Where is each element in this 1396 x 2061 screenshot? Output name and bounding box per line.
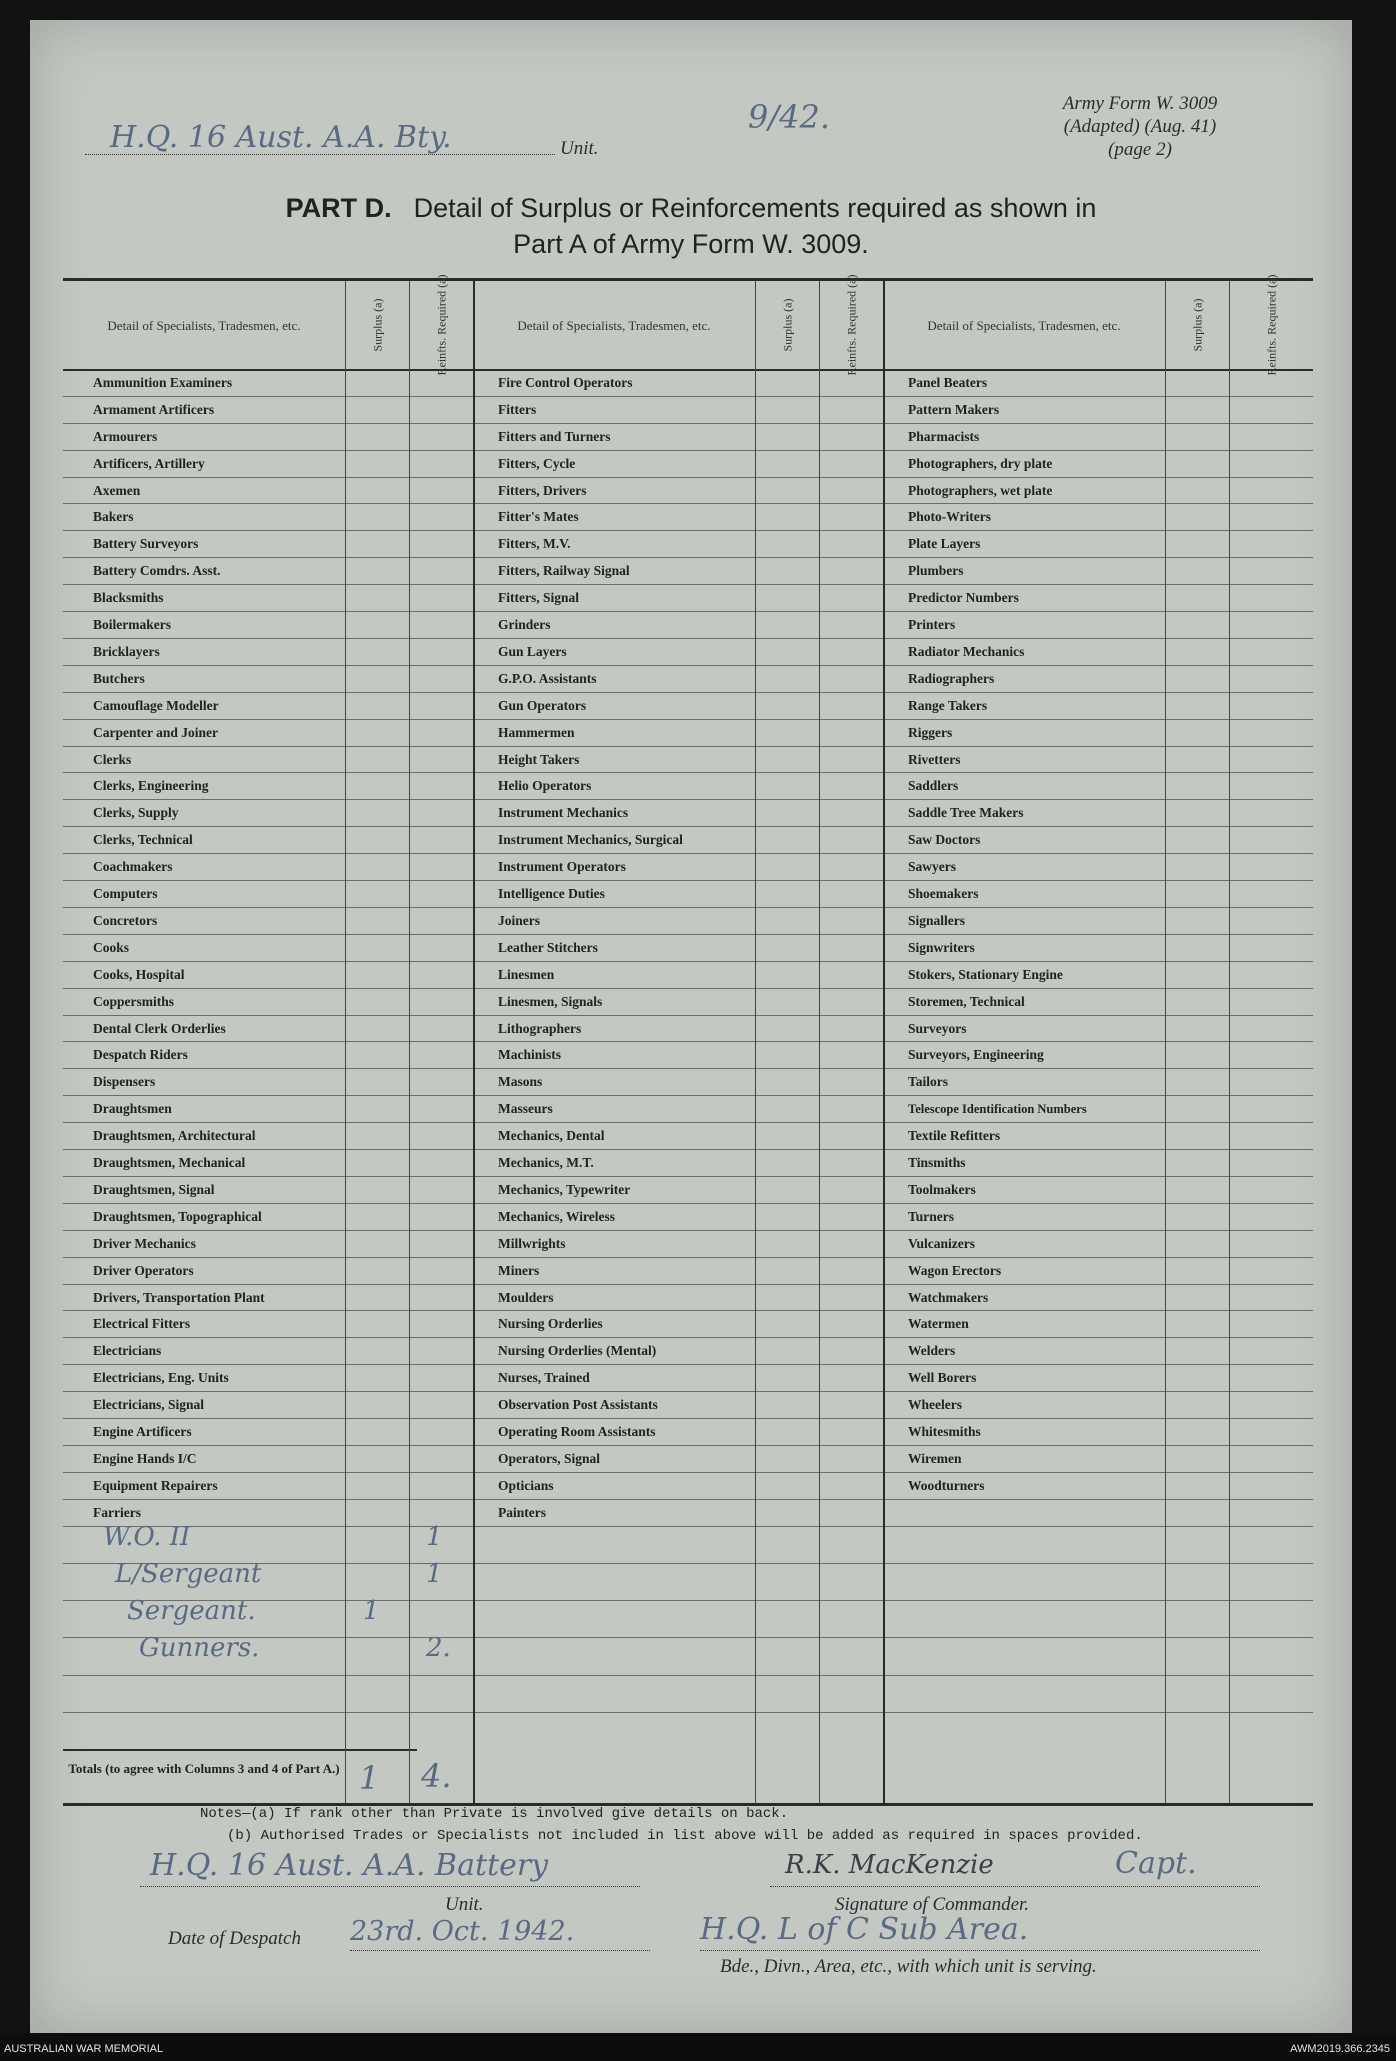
trade-label: Carpenter and Joiner	[93, 724, 218, 740]
table-row	[63, 1176, 1313, 1204]
trade-label: Fitters, M.V.	[498, 536, 571, 552]
trade-label: Photographers, dry plate	[908, 455, 1053, 471]
area-handwritten: H.Q. L of C Sub Area.	[700, 1912, 1029, 1947]
trade-label: Saw Doctors	[908, 832, 981, 848]
trade-label: Tinsmiths	[908, 1155, 966, 1171]
trade-label: Draughtsmen, Topographical	[93, 1208, 262, 1224]
trade-label: Dental Clerk Orderlies	[93, 1020, 226, 1036]
header-reinfts-text: Reinfts. Required (a)	[844, 274, 858, 376]
trade-label: Painters	[498, 1504, 546, 1520]
table-row	[63, 530, 1313, 558]
page-title: PART D. Detail of Surplus or Reinforcements required as shown in Part A of Army Form W. 3009.	[285, 193, 1097, 259]
trade-label: Storemen, Technical	[908, 993, 1025, 1009]
trade-label: Grinders	[498, 617, 551, 633]
trade-label: Linesmen	[498, 966, 555, 982]
trade-label: Nursing Orderlies	[498, 1316, 603, 1332]
trade-label: Fitters, Cycle	[498, 455, 576, 471]
header-detail-1: Detail of Specialists, Tradesmen, etc.	[107, 317, 301, 333]
despatch-handwritten: 23rd. Oct. 1942.	[350, 1916, 575, 1947]
table-row	[63, 746, 1313, 774]
trade-label: Instrument Operators	[498, 859, 626, 875]
trade-label: Fitters, Railway Signal	[498, 563, 630, 579]
trade-label: Instrument Mechanics	[498, 805, 629, 821]
trade-label: Coppersmiths	[93, 993, 175, 1009]
trade-label: Machinists	[498, 1047, 562, 1063]
trade-label: Tailors	[908, 1074, 949, 1090]
header-detail-2: Detail of Specialists, Tradesmen, etc.	[517, 317, 711, 333]
column-divider	[1165, 281, 1166, 1803]
trade-label: G.P.O. Assistants	[498, 670, 597, 686]
trade-label: Coachmakers	[93, 859, 173, 875]
table-row	[63, 450, 1313, 478]
trade-label: Electricians	[93, 1343, 162, 1359]
trade-label: Bricklayers	[93, 643, 160, 659]
blank-row	[63, 1675, 1313, 1713]
trade-label: Battery Surveyors	[93, 536, 199, 552]
area-label: Bde., Divn., Area, etc., with which unit is serving.	[720, 1956, 1097, 1977]
table-row	[63, 584, 1313, 612]
table-row	[63, 692, 1313, 720]
handwritten-reinfts: 1	[426, 1558, 443, 1589]
rank-handwritten: Capt.	[1115, 1846, 1197, 1881]
table-row	[63, 1364, 1313, 1392]
column-divider	[345, 281, 346, 1803]
trade-label: Watchmakers	[908, 1289, 989, 1305]
table-row	[63, 1122, 1313, 1150]
table-row	[63, 1445, 1313, 1473]
table-row	[63, 504, 1313, 532]
header-surplus-text: Surplus (a)	[370, 298, 384, 352]
trade-label: Electricians, Signal	[93, 1397, 204, 1413]
trade-label: Toolmakers	[908, 1181, 976, 1197]
table-row	[63, 1042, 1313, 1070]
trade-label: Gun Operators	[498, 697, 587, 713]
trade-label: Photo-Writers	[908, 509, 991, 525]
table-row	[63, 907, 1313, 935]
trade-label: Pharmacists	[908, 428, 980, 444]
trade-label: Moulders	[498, 1289, 554, 1305]
footer-unit-label: Unit.	[445, 1894, 484, 1915]
totals-surplus: 1	[359, 1759, 380, 1797]
table-row	[63, 1230, 1313, 1258]
table-row	[63, 1015, 1313, 1043]
column-divider	[883, 281, 885, 1803]
footer-unit-line	[140, 1886, 640, 1887]
trade-label: Photographers, wet plate	[908, 482, 1053, 498]
trade-label: Height Takers	[498, 751, 580, 767]
table-row	[63, 773, 1313, 801]
note-a: Notes—(a) If rank other than Private is involved give details on back.	[200, 1806, 789, 1822]
table-row	[63, 1311, 1313, 1339]
trade-label: Operating Room Assistants	[498, 1424, 656, 1440]
trade-label: Bakers	[93, 509, 134, 525]
column-divider	[819, 281, 820, 1803]
trade-label: Lithographers	[498, 1020, 582, 1036]
table-row	[63, 1337, 1313, 1365]
trade-label: Range Takers	[908, 697, 988, 713]
table-row	[63, 1284, 1313, 1312]
table-row	[63, 1391, 1313, 1419]
despatch-line	[350, 1950, 650, 1951]
trade-label: Wagon Erectors	[908, 1262, 1002, 1278]
table-row	[63, 1499, 1313, 1527]
trade-label: Nurses, Trained	[498, 1370, 590, 1386]
trade-label: Signwriters	[908, 939, 975, 955]
trade-label: Gun Layers	[498, 643, 567, 659]
footer-unit-handwritten: H.Q. 16 Aust. A.A. Battery	[150, 1848, 549, 1883]
trade-label: Boilermakers	[93, 617, 171, 633]
trade-label: Plumbers	[908, 563, 964, 579]
totals-label: Totals (to agree with Columns 3 and 4 of Part A.)	[68, 1761, 340, 1776]
column-divider	[755, 281, 756, 1803]
trade-label: Clerks, Engineering	[93, 778, 209, 794]
table-row	[63, 477, 1313, 505]
table-row	[63, 799, 1313, 827]
archive-left-label: AUSTRALIAN WAR MEMORIAL	[4, 2043, 164, 2055]
trade-label: Masons	[498, 1074, 543, 1090]
trade-label: Predictor Numbers	[908, 590, 1019, 606]
trade-label: Saddle Tree Makers	[908, 805, 1024, 821]
table-row	[63, 826, 1313, 854]
form-reference: Army Form W. 3009 (Adapted) (Aug. 41) (page 2)	[1062, 93, 1218, 160]
trade-label: Fitters and Turners	[498, 428, 611, 444]
table-row	[63, 423, 1313, 451]
trade-label: Battery Comdrs. Asst.	[93, 563, 221, 579]
handwritten-surplus: 1	[363, 1596, 380, 1627]
trade-label: Blacksmiths	[93, 590, 164, 606]
trade-label: Radiographers	[908, 670, 995, 686]
trade-label: Mechanics, Dental	[498, 1128, 605, 1144]
trade-label: Concretors	[93, 912, 158, 928]
trade-label: Driver Mechanics	[93, 1235, 196, 1251]
trade-label: Saddlers	[908, 778, 959, 794]
note-b: (b) Authorised Trades or Specialists not included in list above will be added as required in spaces provided.	[227, 1828, 1143, 1844]
trade-label: Nursing Orderlies (Mental)	[498, 1343, 657, 1359]
trade-label: Leather Stitchers	[498, 939, 598, 955]
trade-label: Driver Operators	[93, 1262, 194, 1278]
trade-label: Turners	[908, 1208, 955, 1224]
trade-label: Equipment Repairers	[93, 1477, 218, 1493]
trade-label: Fitters	[498, 401, 537, 417]
signature-line	[770, 1886, 1260, 1887]
trade-label: Helio Operators	[498, 778, 592, 794]
trade-label: Telescope Identification Numbers	[908, 1101, 1087, 1116]
handwritten-rank: Gunners.	[139, 1633, 260, 1664]
blank-row	[63, 1712, 1313, 1749]
despatch-label: Date of Despatch	[168, 1928, 301, 1949]
handwritten-reinfts: 2.	[426, 1633, 451, 1664]
totals-row	[63, 1749, 452, 1805]
trade-label: Farriers	[93, 1504, 141, 1520]
header-reinfts-text: Reinfts. Required (a)	[1264, 274, 1278, 376]
trade-label: Vulcanizers	[908, 1235, 975, 1251]
trade-label: Watermen	[908, 1316, 969, 1332]
trade-label: Electrical Fitters	[93, 1316, 191, 1332]
trade-label: Radiator Mechanics	[908, 643, 1025, 659]
header-surplus-text: Surplus (a)	[780, 298, 794, 352]
trade-label: Linesmen, Signals	[498, 993, 603, 1009]
handwritten-date: 9/42.	[748, 98, 831, 136]
trade-label: Surveyors, Engineering	[908, 1047, 1044, 1063]
handwritten-unit: H.Q. 16 Aust. A.A. Bty.	[110, 120, 452, 155]
header-reinfts-1	[409, 274, 473, 376]
trade-label: Artificers, Artillery	[93, 455, 205, 471]
header-surplus-1	[345, 281, 409, 369]
table-row	[63, 557, 1313, 585]
trade-label: Axemen	[93, 482, 141, 498]
table-row	[63, 1203, 1313, 1231]
trade-label: Dispensers	[93, 1074, 156, 1090]
trade-label: Miners	[498, 1262, 540, 1278]
signature-label: Signature of Commander.	[835, 1894, 1030, 1915]
trades-table	[63, 274, 1313, 1806]
area-line	[700, 1950, 1260, 1951]
column-divider	[1229, 281, 1230, 1803]
trade-label: Signallers	[908, 912, 966, 928]
trade-label: Millwrights	[498, 1235, 566, 1251]
trade-label: Camouflage Modeller	[93, 697, 219, 713]
trade-label: Whitesmiths	[908, 1424, 981, 1440]
trade-label: Well Borers	[908, 1370, 977, 1386]
form-sheet	[30, 20, 1352, 2033]
header-reinfts-2	[819, 274, 883, 376]
table-row	[63, 369, 1313, 397]
trade-label: Shoemakers	[908, 886, 979, 902]
trade-label: Surveyors	[908, 1020, 967, 1036]
column-divider	[473, 281, 475, 1803]
trade-label: Printers	[908, 617, 956, 633]
trade-label: Sawyers	[908, 859, 956, 875]
trade-label: Ammunition Examiners	[93, 374, 233, 390]
handwritten-rank: Sergeant.	[127, 1596, 256, 1627]
trade-label: Fitter's Mates	[498, 509, 579, 525]
trade-label: Joiners	[498, 912, 540, 928]
table-row	[63, 1095, 1313, 1123]
trade-label: Plate Layers	[908, 536, 981, 552]
trade-label: Despatch Riders	[93, 1047, 188, 1063]
table-row	[63, 934, 1313, 962]
trade-label: Mechanics, Wireless	[498, 1208, 615, 1224]
trade-label: Drivers, Transportation Plant	[93, 1289, 265, 1305]
table-row	[63, 1418, 1313, 1446]
header-surplus-text: Surplus (a)	[1190, 298, 1204, 352]
header-reinfts-text: Reinfts. Required (a)	[434, 274, 448, 376]
trade-label: Armourers	[93, 428, 158, 444]
header-detail-3: Detail of Specialists, Tradesmen, etc.	[927, 317, 1121, 333]
trade-label: Welders	[908, 1343, 956, 1359]
archive-strip	[0, 2033, 1396, 2061]
trade-label: Cooks, Hospital	[93, 966, 185, 982]
table-row	[63, 961, 1313, 989]
trade-label: Fitters, Drivers	[498, 482, 587, 498]
trade-label: Fitters, Signal	[498, 590, 579, 606]
trade-label: Instrument Mechanics, Surgical	[498, 832, 683, 848]
handwritten-reinfts: 1	[426, 1521, 443, 1552]
trade-label: Riggers	[908, 724, 953, 740]
handwritten-rank: W.O. II	[103, 1521, 191, 1552]
unit-label: Unit.	[560, 138, 599, 159]
trade-label: Draughtsmen, Mechanical	[93, 1155, 246, 1171]
table-row	[63, 1257, 1313, 1285]
trade-label: Computers	[93, 886, 158, 902]
trade-label: Observation Post Assistants	[498, 1397, 658, 1413]
trade-label: Intelligence Duties	[498, 886, 605, 902]
trade-label: Fire Control Operators	[498, 374, 633, 390]
trade-label: Rivetters	[908, 751, 961, 767]
table-row	[63, 396, 1313, 424]
header-surplus-3	[1165, 281, 1229, 369]
trade-label: Draughtsmen, Architectural	[93, 1128, 256, 1144]
trade-label: Wheelers	[908, 1397, 962, 1413]
table-row	[63, 1149, 1313, 1177]
table-row	[63, 880, 1313, 908]
header-surplus-2	[755, 281, 819, 369]
trade-label: Wiremen	[908, 1450, 962, 1466]
trade-label: Pattern Makers	[908, 401, 1000, 417]
trade-label: Stokers, Stationary Engine	[908, 966, 1063, 982]
table-row	[63, 611, 1313, 639]
trade-label: Engine Hands I/C	[93, 1450, 197, 1466]
trade-label: Opticians	[498, 1477, 554, 1493]
trade-label: Clerks, Technical	[93, 832, 193, 848]
table-row	[63, 638, 1313, 666]
table-row	[63, 1472, 1313, 1500]
trade-label: Butchers	[93, 670, 145, 686]
trade-label: Clerks, Supply	[93, 805, 179, 821]
trade-label: Electricians, Eng. Units	[93, 1370, 229, 1386]
trade-label: Panel Beaters	[908, 374, 988, 390]
trade-label: Mechanics, M.T.	[498, 1155, 594, 1171]
table-row	[63, 1068, 1313, 1096]
archive-right-label: AWM2019.366.2345	[1290, 2043, 1390, 2055]
column-divider	[409, 281, 410, 1803]
table-row	[63, 719, 1313, 747]
trade-label: Draughtsmen	[93, 1101, 172, 1117]
trade-label: Engine Artificers	[93, 1424, 192, 1440]
trade-label: Armament Artificers	[93, 401, 215, 417]
trade-label: Cooks	[93, 939, 130, 955]
table-row	[63, 988, 1313, 1016]
trade-label: Operators, Signal	[498, 1450, 601, 1466]
table-header	[63, 274, 1313, 376]
table-row	[63, 853, 1313, 881]
signature-handwritten: R.K. MacKenzie	[785, 1850, 994, 1880]
trade-label: Mechanics, Typewriter	[498, 1181, 631, 1197]
unit-dotted-line	[85, 154, 555, 155]
totals-reinfts: 4.	[421, 1757, 452, 1795]
trade-label: Draughtsmen, Signal	[93, 1181, 215, 1197]
trade-label: Woodturners	[908, 1477, 985, 1493]
handwritten-rank: L/Sergeant	[115, 1558, 262, 1589]
table-row	[63, 665, 1313, 693]
trade-label: Textile Refitters	[908, 1128, 1001, 1144]
trade-label: Clerks	[93, 751, 132, 767]
header-reinfts-3	[1229, 274, 1313, 376]
trade-label: Masseurs	[498, 1101, 553, 1117]
trade-label: Hammermen	[498, 724, 575, 740]
